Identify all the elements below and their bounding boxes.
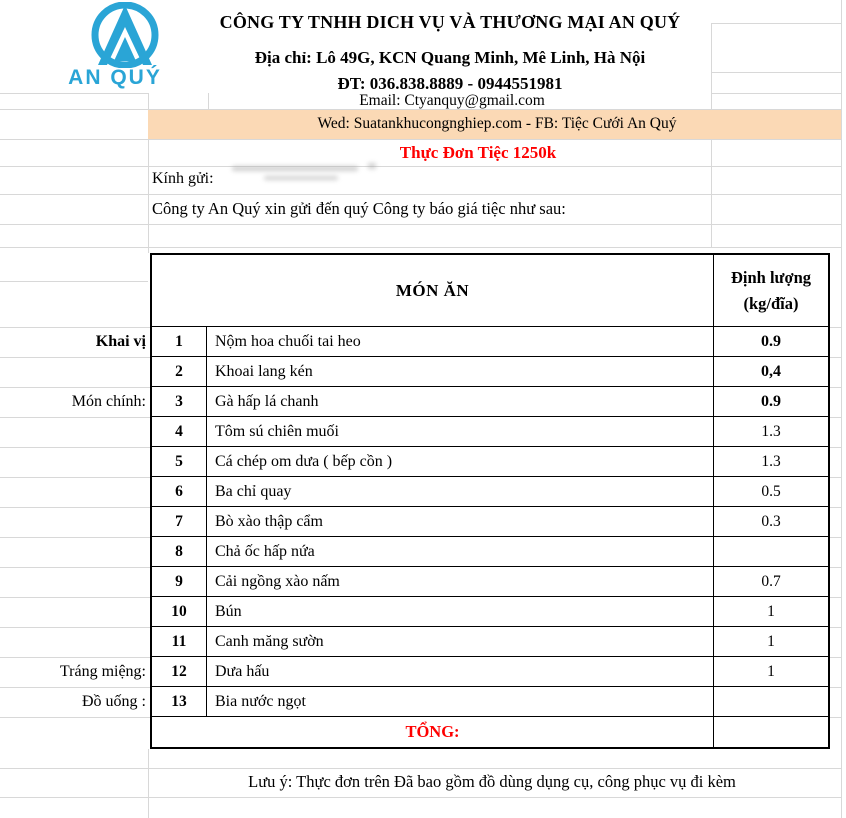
gridline bbox=[0, 447, 150, 448]
row-number-cell[interactable]: 2 bbox=[152, 357, 207, 387]
dish-name-cell[interactable]: Tôm sú chiên muối bbox=[207, 417, 714, 447]
menu-title: Thực Đơn Tiệc 1250k bbox=[399, 143, 557, 162]
gridline bbox=[0, 477, 150, 478]
dish-name-cell[interactable]: Nộm hoa chuối tai heo bbox=[207, 327, 714, 357]
gridline bbox=[0, 166, 841, 167]
dish-name-cell[interactable]: Gà hấp lá chanh bbox=[207, 387, 714, 417]
redacted-recipient bbox=[228, 158, 403, 186]
row-number-cell[interactable]: 8 bbox=[152, 537, 207, 567]
row-number-cell[interactable]: 9 bbox=[152, 567, 207, 597]
dish-name-cell[interactable]: Cải ngồng xào nấm bbox=[207, 567, 714, 597]
category-label: Khai vị bbox=[95, 333, 146, 350]
logo-mark-icon bbox=[66, 2, 184, 68]
column-header-quantity-line2: (kg/đĩa) bbox=[743, 293, 799, 313]
company-email: Email: Ctyanquy@gmail.com bbox=[359, 92, 545, 109]
gridline bbox=[711, 139, 712, 247]
intro-line-cell[interactable]: Công ty An Quý xin gửi đến quý Công ty báo giá tiệc như sau: bbox=[152, 199, 566, 218]
gridline bbox=[0, 717, 150, 718]
row-number-cell[interactable]: 12 bbox=[152, 657, 207, 687]
gridline bbox=[0, 657, 150, 658]
row-number-cell[interactable]: 4 bbox=[152, 417, 207, 447]
quantity-cell[interactable]: 1 bbox=[714, 657, 828, 687]
dish-name-cell[interactable]: Bún bbox=[207, 597, 714, 627]
dish-name-cell[interactable]: Dưa hấu bbox=[207, 657, 714, 687]
dish-name-cell[interactable]: Cá chép om dưa ( bếp cồn ) bbox=[207, 447, 714, 477]
gridline bbox=[0, 224, 841, 225]
row-number-cell[interactable]: 13 bbox=[152, 687, 207, 717]
gridline bbox=[0, 327, 150, 328]
company-web-facebook: Wed: Suatankhucongnghiep.com - FB: Tiệc Cưới An Quý bbox=[317, 115, 677, 132]
gridline bbox=[0, 139, 841, 140]
gridline bbox=[0, 281, 148, 282]
gridline bbox=[0, 567, 150, 568]
gridline bbox=[711, 23, 841, 24]
gridline bbox=[148, 749, 149, 818]
gridline bbox=[711, 93, 841, 94]
menu-table bbox=[150, 253, 830, 749]
gridline bbox=[0, 417, 150, 418]
company-phone: ĐT: 036.838.8889 - 0944551981 bbox=[337, 74, 563, 93]
dish-name-cell[interactable]: Bò xào thập cẩm bbox=[207, 507, 714, 537]
category-label: Đồ uống : bbox=[82, 693, 146, 710]
category-label: Tráng miệng: bbox=[59, 663, 146, 680]
gridline bbox=[0, 597, 150, 598]
category-label: Món chính: bbox=[71, 393, 146, 410]
column-header-dish[interactable]: MÓN ĂN bbox=[152, 255, 714, 327]
gridline bbox=[0, 627, 150, 628]
quantity-cell[interactable]: 1.3 bbox=[714, 417, 828, 447]
row-number-cell[interactable]: 7 bbox=[152, 507, 207, 537]
footer-note-cell: Lưu ý: Thực đơn trên Đã bao gồm đồ dùng dụng cụ, công phục vụ đi kèm bbox=[248, 772, 736, 791]
row-number-cell[interactable]: 11 bbox=[152, 627, 207, 657]
row-number-cell[interactable]: 10 bbox=[152, 597, 207, 627]
column-header-quantity[interactable] bbox=[714, 255, 828, 327]
gridline bbox=[711, 72, 841, 73]
gridline bbox=[0, 797, 841, 798]
gridline bbox=[148, 139, 149, 253]
column-header-quantity-line1: Định lượng bbox=[730, 267, 812, 287]
gridline bbox=[0, 507, 150, 508]
dish-name-cell[interactable]: Bia nước ngọt bbox=[207, 687, 714, 717]
quantity-cell[interactable]: 1 bbox=[714, 627, 828, 657]
company-address: Địa chỉ: Lô 49G, KCN Quang Minh, Mê Linh, Hà Nội bbox=[254, 48, 646, 67]
gridline bbox=[0, 687, 150, 688]
gridline bbox=[0, 357, 150, 358]
quantity-cell[interactable]: 0.3 bbox=[714, 507, 828, 537]
gridline bbox=[0, 537, 150, 538]
gridline bbox=[0, 194, 841, 195]
gridline bbox=[0, 387, 150, 388]
row-number-cell[interactable]: 6 bbox=[152, 477, 207, 507]
row-number-cell[interactable]: 3 bbox=[152, 387, 207, 417]
dish-name-cell[interactable]: Canh măng sườn bbox=[207, 627, 714, 657]
quantity-cell[interactable] bbox=[714, 537, 828, 567]
gridline bbox=[0, 247, 841, 248]
total-label-cell[interactable]: TỔNG: bbox=[152, 717, 714, 747]
gridline bbox=[0, 768, 841, 769]
gridline bbox=[208, 93, 209, 110]
row-number-cell[interactable]: 1 bbox=[152, 327, 207, 357]
quantity-cell[interactable]: 0,4 bbox=[714, 357, 828, 387]
gridline bbox=[148, 93, 149, 110]
quantity-cell[interactable]: 0.9 bbox=[714, 387, 828, 417]
dish-name-cell[interactable]: Khoai lang kén bbox=[207, 357, 714, 387]
quantity-cell[interactable] bbox=[714, 687, 828, 717]
row-number-cell[interactable]: 5 bbox=[152, 447, 207, 477]
dish-name-cell[interactable]: Ba chỉ quay bbox=[207, 477, 714, 507]
gridline bbox=[711, 23, 712, 110]
salutation-cell[interactable]: Kính gửi: bbox=[152, 170, 214, 187]
quantity-cell[interactable]: 1.3 bbox=[714, 447, 828, 477]
company-name: CÔNG TY TNHH DICH VỤ VÀ THƯƠNG MẠI AN QUÝ bbox=[219, 12, 681, 32]
dish-name-cell[interactable]: Chả ốc hấp nứa bbox=[207, 537, 714, 567]
quantity-cell[interactable]: 0.9 bbox=[714, 327, 828, 357]
logo-wordmark: AN QUÝ bbox=[68, 66, 162, 89]
total-quantity-cell[interactable] bbox=[714, 717, 828, 747]
company-logo bbox=[40, 2, 190, 94]
quantity-cell[interactable]: 1 bbox=[714, 597, 828, 627]
quantity-cell[interactable]: 0.7 bbox=[714, 567, 828, 597]
gridline bbox=[841, 0, 842, 818]
quantity-cell[interactable]: 0.5 bbox=[714, 477, 828, 507]
